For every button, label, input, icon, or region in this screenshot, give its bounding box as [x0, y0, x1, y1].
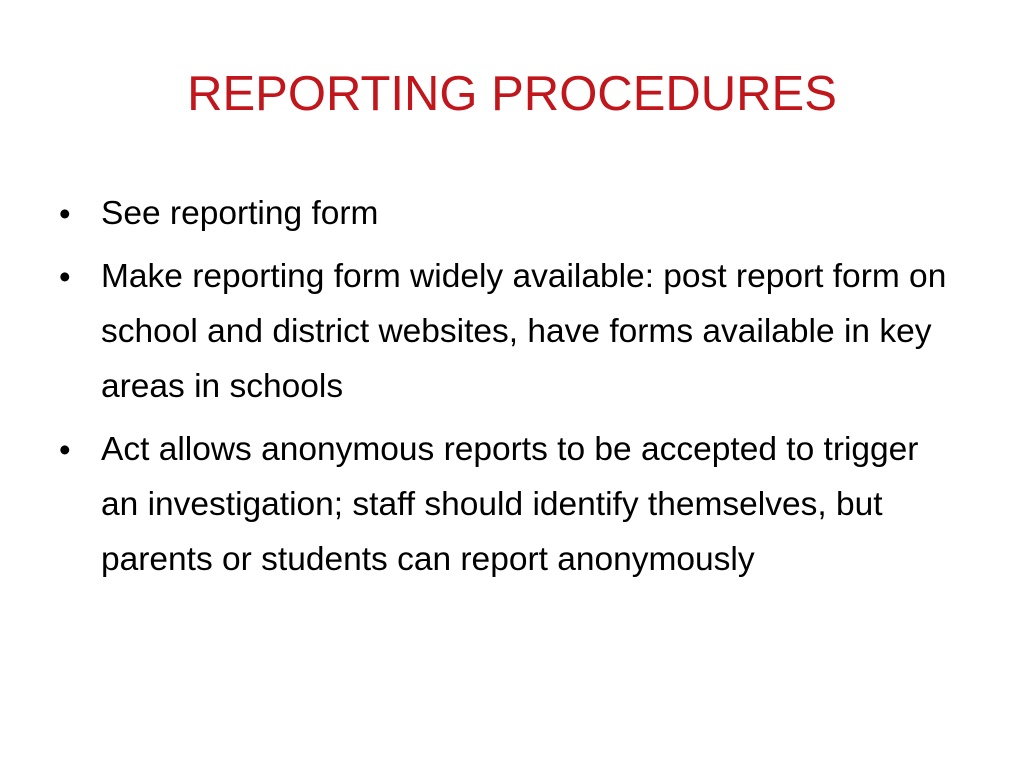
- bullet-text: Act allows anonymous reports to be accepted to trigger an investigation; staff should identify themselves, but parents or students can report anonymously: [101, 431, 919, 578]
- bullet-text: See reporting form: [101, 195, 379, 232]
- bullet-dot-icon: •: [59, 431, 71, 468]
- bullet-list: [57, 186, 962, 595]
- bullet-dot-icon: •: [59, 195, 71, 232]
- bullet-text: Make reporting form widely available: post report form on school and district websites, have forms available in key areas in schools: [101, 258, 947, 405]
- bullet-dot-icon: •: [59, 258, 71, 295]
- bullet-item: [57, 186, 962, 241]
- bullet-item: [57, 249, 962, 414]
- slide-title: REPORTING PROCEDURES: [187, 67, 837, 121]
- bullet-item: [57, 422, 962, 587]
